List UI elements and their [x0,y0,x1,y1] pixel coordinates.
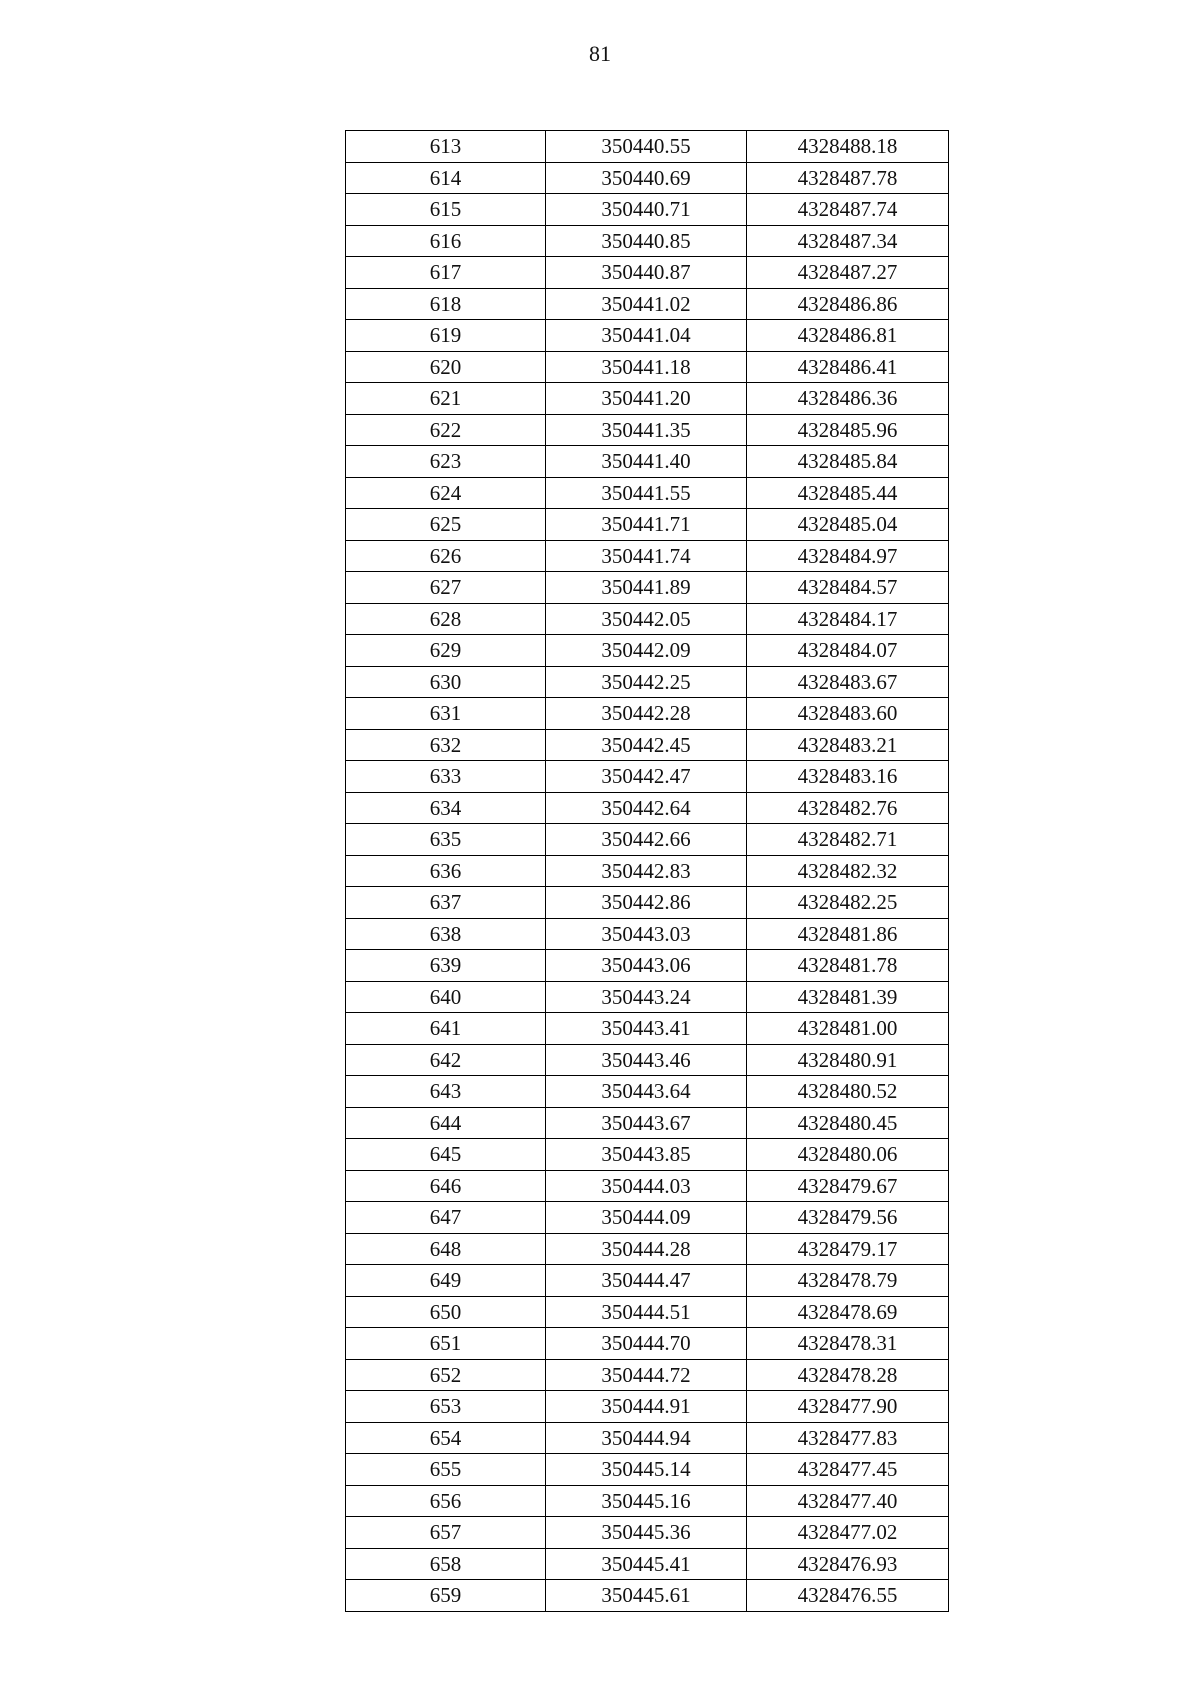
x-coordinate-cell: 350440.69 [546,162,747,194]
y-coordinate-cell: 4328484.17 [747,603,949,635]
x-coordinate-cell: 350442.86 [546,887,747,919]
table-row [346,225,949,257]
y-coordinate-cell: 4328485.84 [747,446,949,478]
table-row [346,1170,949,1202]
x-coordinate-cell: 350444.91 [546,1391,747,1423]
table-row [346,477,949,509]
point-number-cell: 619 [346,320,546,352]
x-coordinate-cell: 350442.25 [546,666,747,698]
x-coordinate-cell: 350441.71 [546,509,747,541]
point-number-cell: 658 [346,1548,546,1580]
table-row [346,1422,949,1454]
point-number-cell: 653 [346,1391,546,1423]
point-number-cell: 642 [346,1044,546,1076]
y-coordinate-cell: 4328479.17 [747,1233,949,1265]
point-number-cell: 627 [346,572,546,604]
point-number-cell: 644 [346,1107,546,1139]
y-coordinate-cell: 4328487.74 [747,194,949,226]
point-number-cell: 615 [346,194,546,226]
point-number-cell: 630 [346,666,546,698]
x-coordinate-cell: 350441.35 [546,414,747,446]
table-row [346,1328,949,1360]
y-coordinate-cell: 4328477.83 [747,1422,949,1454]
point-number-cell: 639 [346,950,546,982]
table-row [346,1013,949,1045]
table-row [346,383,949,415]
table-row [346,824,949,856]
point-number-cell: 651 [346,1328,546,1360]
point-number-cell: 657 [346,1517,546,1549]
table-row [346,1296,949,1328]
x-coordinate-cell: 350442.64 [546,792,747,824]
point-number-cell: 650 [346,1296,546,1328]
point-number-cell: 621 [346,383,546,415]
y-coordinate-cell: 4328480.45 [747,1107,949,1139]
table-row [346,1139,949,1171]
y-coordinate-cell: 4328484.97 [747,540,949,572]
y-coordinate-cell: 4328486.36 [747,383,949,415]
point-number-cell: 656 [346,1485,546,1517]
x-coordinate-cell: 350443.64 [546,1076,747,1108]
x-coordinate-cell: 350440.85 [546,225,747,257]
table-row [346,1454,949,1486]
point-number-cell: 646 [346,1170,546,1202]
point-number-cell: 623 [346,446,546,478]
table-row [346,351,949,383]
y-coordinate-cell: 4328477.90 [747,1391,949,1423]
x-coordinate-cell: 350440.71 [546,194,747,226]
point-number-cell: 635 [346,824,546,856]
page-number: 81 [589,41,611,66]
x-coordinate-cell: 350441.89 [546,572,747,604]
x-coordinate-cell: 350444.72 [546,1359,747,1391]
x-coordinate-cell: 350442.47 [546,761,747,793]
point-number-cell: 624 [346,477,546,509]
coordinates-table [345,130,949,1612]
x-coordinate-cell: 350442.05 [546,603,747,635]
y-coordinate-cell: 4328479.56 [747,1202,949,1234]
table-row [346,509,949,541]
point-number-cell: 632 [346,729,546,761]
table-row [346,1517,949,1549]
x-coordinate-cell: 350445.41 [546,1548,747,1580]
table-row [346,918,949,950]
point-number-cell: 647 [346,1202,546,1234]
point-number-cell: 618 [346,288,546,320]
table-row [346,162,949,194]
table-row [346,1391,949,1423]
point-number-cell: 652 [346,1359,546,1391]
y-coordinate-cell: 4328487.78 [747,162,949,194]
y-coordinate-cell: 4328478.31 [747,1328,949,1360]
point-number-cell: 625 [346,509,546,541]
table-row [346,572,949,604]
x-coordinate-cell: 350441.18 [546,351,747,383]
y-coordinate-cell: 4328487.27 [747,257,949,289]
table-row [346,666,949,698]
y-coordinate-cell: 4328481.39 [747,981,949,1013]
y-coordinate-cell: 4328477.45 [747,1454,949,1486]
x-coordinate-cell: 350443.24 [546,981,747,1013]
table-row [346,1107,949,1139]
x-coordinate-cell: 350443.06 [546,950,747,982]
y-coordinate-cell: 4328480.91 [747,1044,949,1076]
x-coordinate-cell: 350444.03 [546,1170,747,1202]
x-coordinate-cell: 350441.20 [546,383,747,415]
table-row [346,792,949,824]
y-coordinate-cell: 4328485.96 [747,414,949,446]
y-coordinate-cell: 4328486.41 [747,351,949,383]
x-coordinate-cell: 350441.40 [546,446,747,478]
x-coordinate-cell: 350442.83 [546,855,747,887]
x-coordinate-cell: 350444.94 [546,1422,747,1454]
point-number-cell: 649 [346,1265,546,1297]
table-row [346,1359,949,1391]
table-row [346,635,949,667]
x-coordinate-cell: 350444.70 [546,1328,747,1360]
y-coordinate-cell: 4328481.00 [747,1013,949,1045]
point-number-cell: 638 [346,918,546,950]
point-number-cell: 636 [346,855,546,887]
x-coordinate-cell: 350443.03 [546,918,747,950]
y-coordinate-cell: 4328486.86 [747,288,949,320]
table-row [346,288,949,320]
y-coordinate-cell: 4328476.93 [747,1548,949,1580]
table-row [346,698,949,730]
table-row [346,446,949,478]
point-number-cell: 622 [346,414,546,446]
x-coordinate-cell: 350444.51 [546,1296,747,1328]
y-coordinate-cell: 4328480.06 [747,1139,949,1171]
y-coordinate-cell: 4328482.71 [747,824,949,856]
point-number-cell: 631 [346,698,546,730]
x-coordinate-cell: 350445.36 [546,1517,747,1549]
table-row [346,729,949,761]
point-number-cell: 620 [346,351,546,383]
y-coordinate-cell: 4328478.28 [747,1359,949,1391]
point-number-cell: 640 [346,981,546,1013]
y-coordinate-cell: 4328481.78 [747,950,949,982]
y-coordinate-cell: 4328478.79 [747,1265,949,1297]
y-coordinate-cell: 4328481.86 [747,918,949,950]
y-coordinate-cell: 4328486.81 [747,320,949,352]
point-number-cell: 659 [346,1580,546,1612]
y-coordinate-cell: 4328478.69 [747,1296,949,1328]
coordinates-table-body [346,131,949,1612]
y-coordinate-cell: 4328483.21 [747,729,949,761]
y-coordinate-cell: 4328484.07 [747,635,949,667]
point-number-cell: 648 [346,1233,546,1265]
y-coordinate-cell: 4328482.76 [747,792,949,824]
table-row [346,194,949,226]
table-row [346,855,949,887]
x-coordinate-cell: 350443.41 [546,1013,747,1045]
point-number-cell: 616 [346,225,546,257]
table-row [346,981,949,1013]
x-coordinate-cell: 350441.74 [546,540,747,572]
table-row [346,320,949,352]
point-number-cell: 633 [346,761,546,793]
point-number-cell: 613 [346,131,546,163]
x-coordinate-cell: 350441.02 [546,288,747,320]
x-coordinate-cell: 350442.28 [546,698,747,730]
table-row [346,1202,949,1234]
y-coordinate-cell: 4328482.32 [747,855,949,887]
y-coordinate-cell: 4328485.44 [747,477,949,509]
table-row [346,761,949,793]
y-coordinate-cell: 4328483.60 [747,698,949,730]
table-row [346,1233,949,1265]
y-coordinate-cell: 4328485.04 [747,509,949,541]
table-row [346,1265,949,1297]
x-coordinate-cell: 350444.09 [546,1202,747,1234]
y-coordinate-cell: 4328476.55 [747,1580,949,1612]
x-coordinate-cell: 350442.09 [546,635,747,667]
x-coordinate-cell: 350441.04 [546,320,747,352]
point-number-cell: 628 [346,603,546,635]
table-row [346,1076,949,1108]
x-coordinate-cell: 350440.87 [546,257,747,289]
point-number-cell: 617 [346,257,546,289]
table-row [346,540,949,572]
table-row [346,950,949,982]
table-row [346,603,949,635]
table-row [346,1044,949,1076]
x-coordinate-cell: 350444.47 [546,1265,747,1297]
y-coordinate-cell: 4328487.34 [747,225,949,257]
point-number-cell: 641 [346,1013,546,1045]
y-coordinate-cell: 4328477.40 [747,1485,949,1517]
y-coordinate-cell: 4328479.67 [747,1170,949,1202]
table-row [346,131,949,163]
x-coordinate-cell: 350443.67 [546,1107,747,1139]
y-coordinate-cell: 4328488.18 [747,131,949,163]
table-row [346,887,949,919]
y-coordinate-cell: 4328484.57 [747,572,949,604]
y-coordinate-cell: 4328482.25 [747,887,949,919]
x-coordinate-cell: 350445.14 [546,1454,747,1486]
point-number-cell: 629 [346,635,546,667]
point-number-cell: 634 [346,792,546,824]
x-coordinate-cell: 350444.28 [546,1233,747,1265]
table-row [346,1580,949,1612]
x-coordinate-cell: 350445.16 [546,1485,747,1517]
x-coordinate-cell: 350445.61 [546,1580,747,1612]
x-coordinate-cell: 350441.55 [546,477,747,509]
point-number-cell: 614 [346,162,546,194]
table-row [346,1548,949,1580]
table-row [346,257,949,289]
x-coordinate-cell: 350443.85 [546,1139,747,1171]
y-coordinate-cell: 4328483.67 [747,666,949,698]
y-coordinate-cell: 4328483.16 [747,761,949,793]
table-row [346,1485,949,1517]
x-coordinate-cell: 350443.46 [546,1044,747,1076]
x-coordinate-cell: 350442.66 [546,824,747,856]
point-number-cell: 654 [346,1422,546,1454]
y-coordinate-cell: 4328480.52 [747,1076,949,1108]
table-row [346,414,949,446]
point-number-cell: 645 [346,1139,546,1171]
x-coordinate-cell: 350440.55 [546,131,747,163]
point-number-cell: 637 [346,887,546,919]
x-coordinate-cell: 350442.45 [546,729,747,761]
point-number-cell: 643 [346,1076,546,1108]
y-coordinate-cell: 4328477.02 [747,1517,949,1549]
point-number-cell: 626 [346,540,546,572]
point-number-cell: 655 [346,1454,546,1486]
